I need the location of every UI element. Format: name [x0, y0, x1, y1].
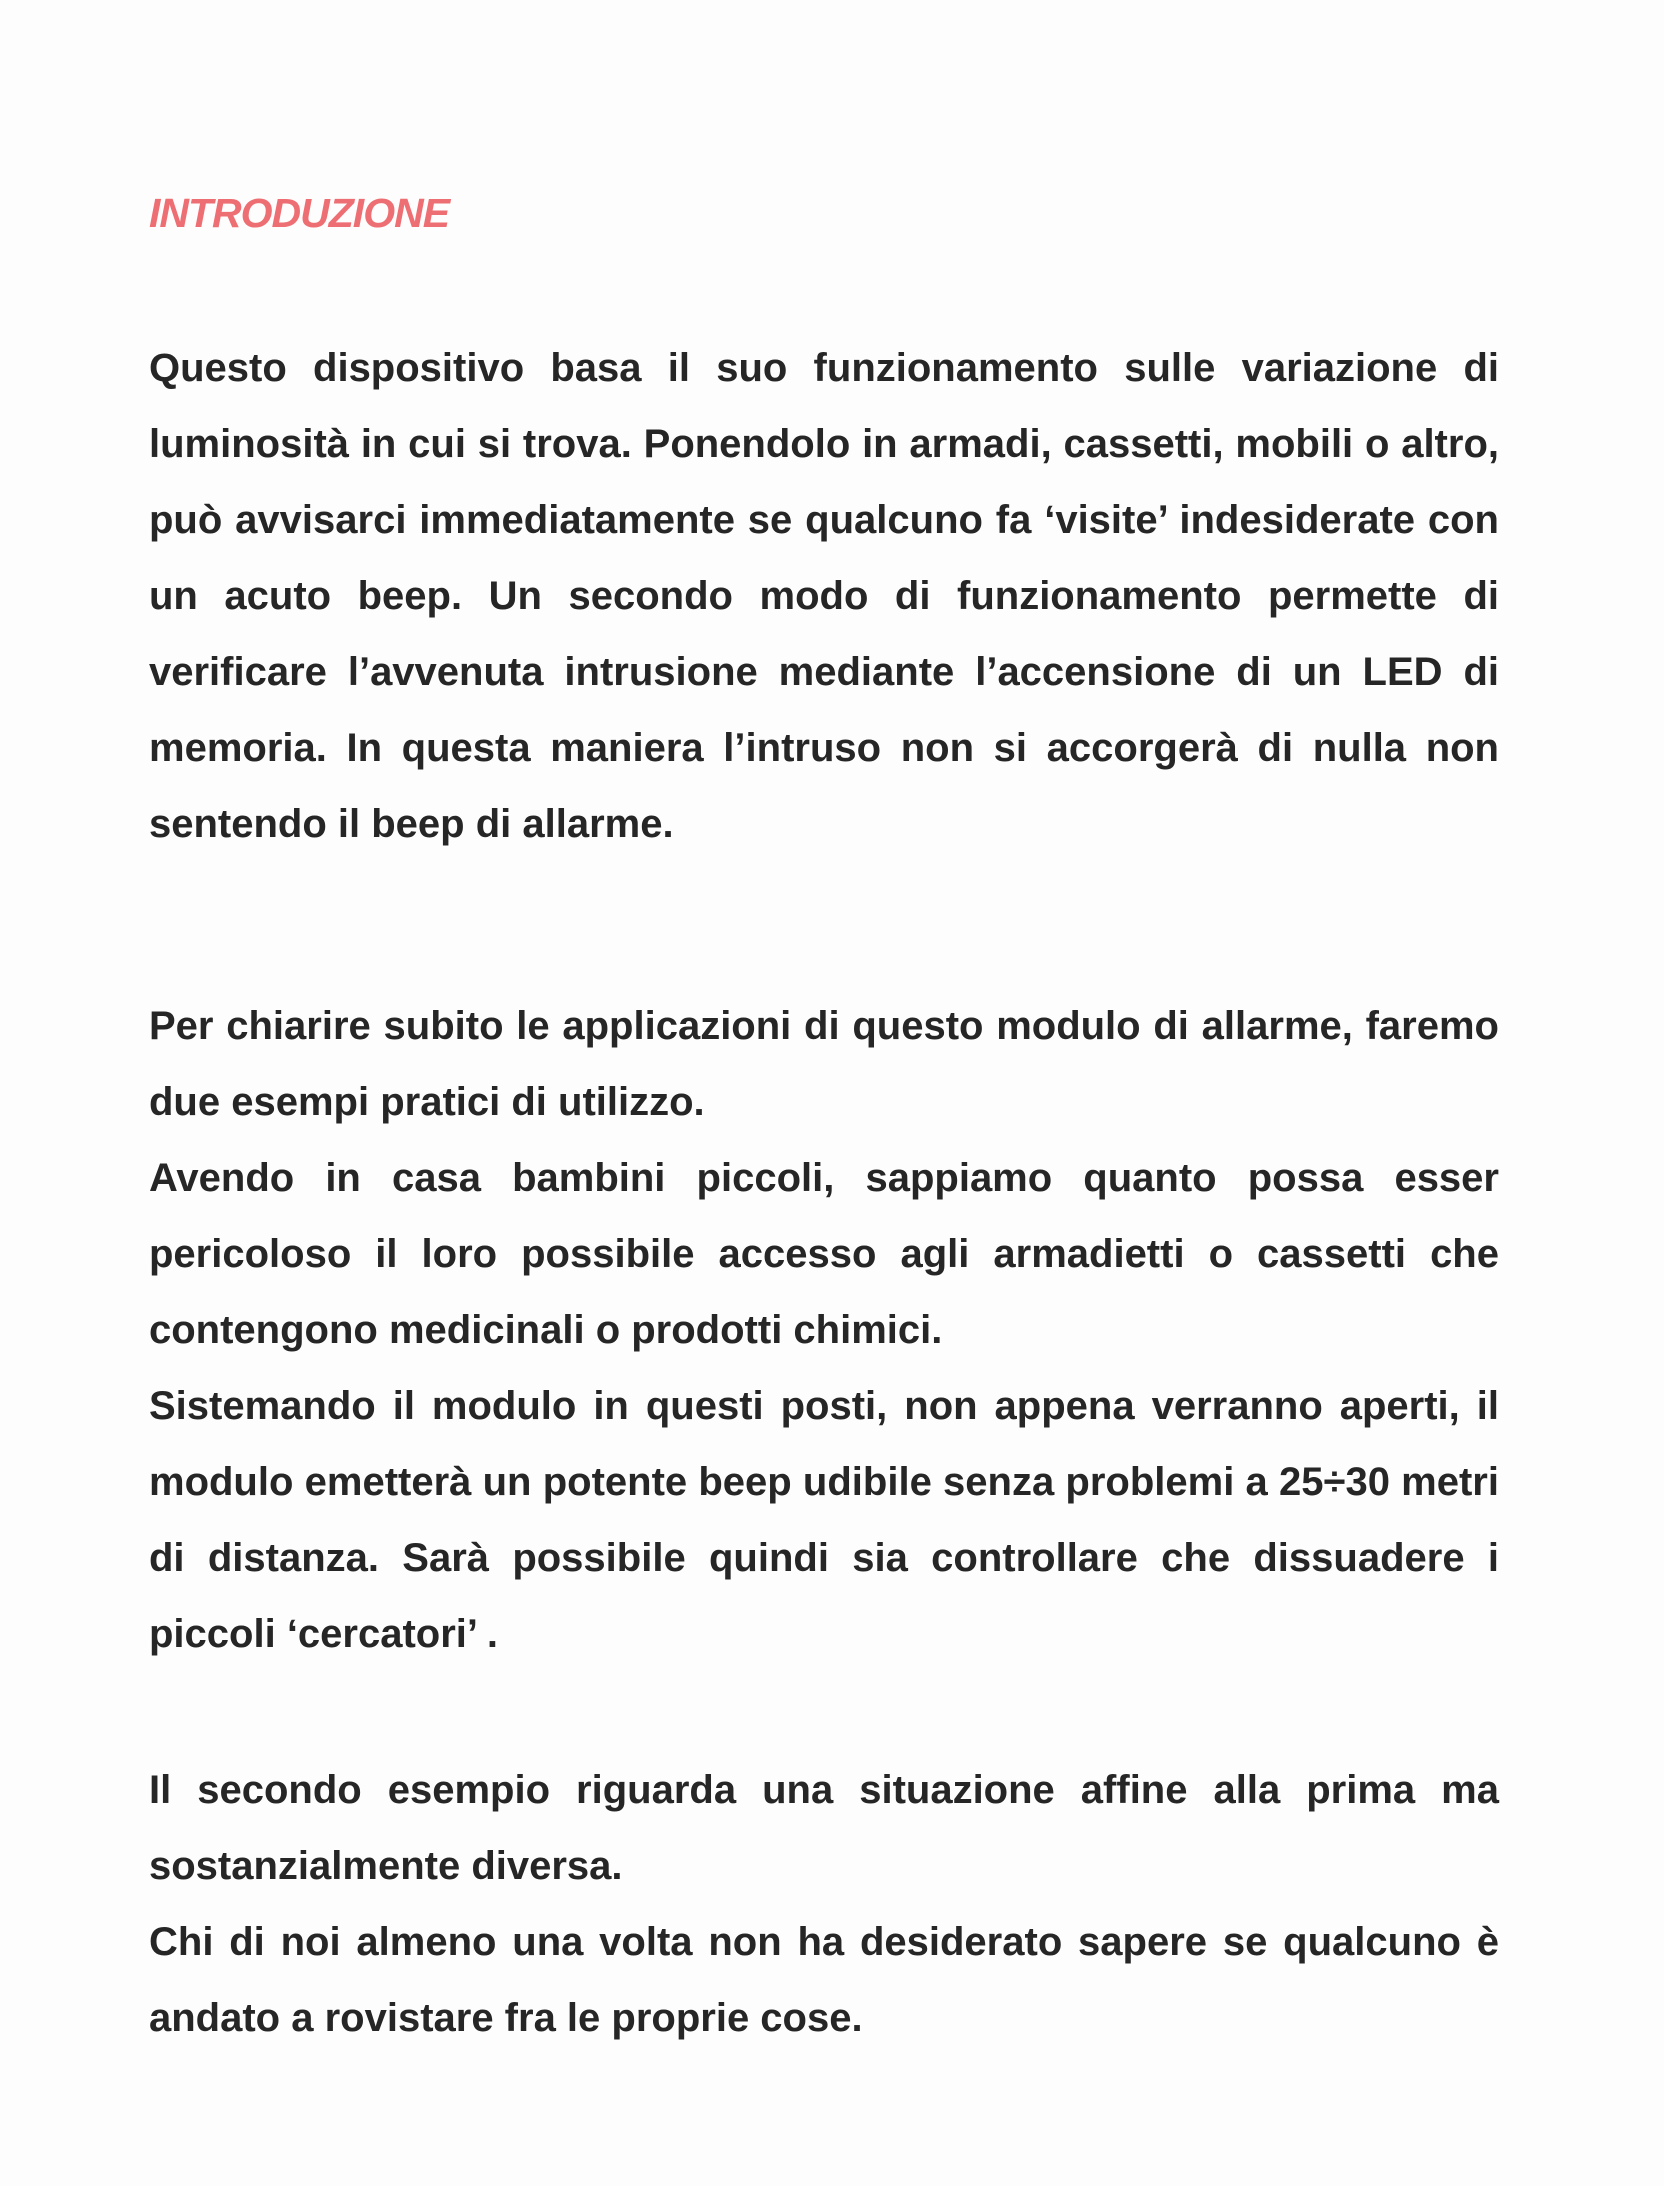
paragraph-group-3	[149, 1752, 1499, 2056]
paragraph-5: Il secondo esempio riguarda una situazione affine alla prima ma sostanzialmente diversa.	[149, 1768, 1499, 1888]
paragraph-group-2	[149, 988, 1499, 1672]
paragraph-3: Avendo in casa bambini piccoli, sappiamo quanto possa esser pericoloso il loro possibile accesso agli armadietti o cassetti che contengono medicinali o prodotti chimici.	[149, 1156, 1499, 1352]
paragraph-1: Questo dispositivo basa il suo funzionamento sulle variazione di luminosità in cui si trova. Ponendolo in armadi, cassetti, mobili o altro, può avvisarci immediatamente se qualcuno fa ‘visite’ indesiderate con un acuto beep. Un secondo modo di funzionamento permette di verificare l’avvenuta intrusione mediante l’accensione di un LED di memoria. In questa maniera l’intruso non si accorgerà di nulla non sentendo il beep di allarme.	[149, 346, 1499, 846]
paragraph-group-1	[149, 330, 1499, 862]
paragraph-4: Sistemando il modulo in questi posti, non appena verranno aperti, il modulo emetterà un potente beep udibile senza problemi a 25÷30 metri di distanza. Sarà possibile quindi sia controllare che dissuadere i piccoli ‘cercatori’ .	[149, 1384, 1499, 1656]
paragraph-2: Per chiarire subito le applicazioni di questo modulo di allarme, faremo due esempi pratici di utilizzo.	[149, 1004, 1499, 1124]
section-heading: INTRODUZIONE	[149, 190, 450, 236]
paragraph-6: Chi di noi almeno una volta non ha desiderato sapere se qualcuno è andato a rovistare fra le proprie cose.	[149, 1920, 1499, 2040]
